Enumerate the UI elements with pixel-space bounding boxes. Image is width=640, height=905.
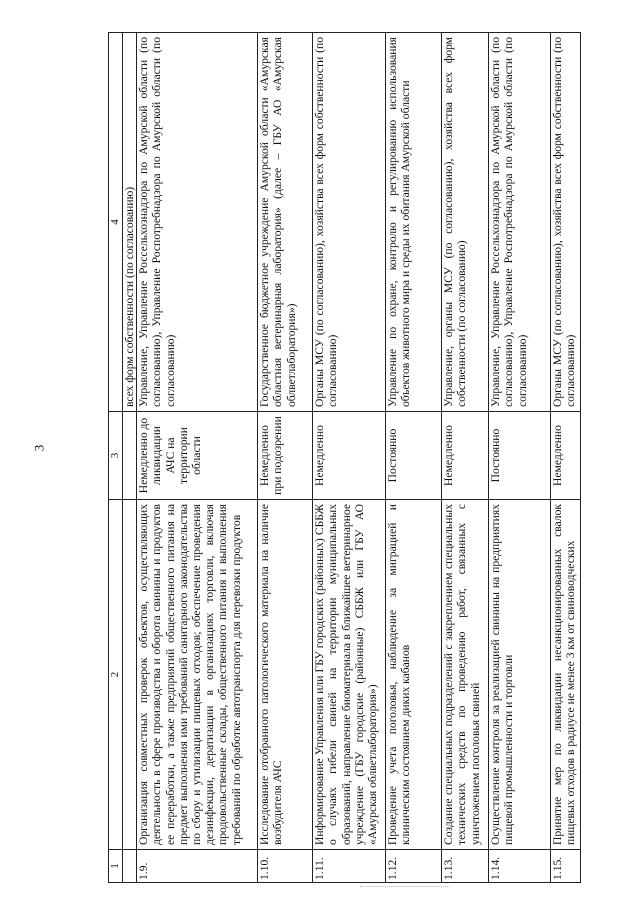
term-cell: Немедленно bbox=[551, 412, 581, 500]
row-number: 1.14. bbox=[489, 850, 551, 883]
row-number: 1.9. bbox=[137, 850, 258, 883]
measure-cell: Принятие мер по ликвидации несанкционированных свалок пищевых отходов в радиусе не менее 3 км от свиноводческих bbox=[551, 500, 581, 850]
continuation-row bbox=[123, 33, 137, 883]
row-number: 1.15. bbox=[551, 850, 581, 883]
table-row bbox=[551, 33, 581, 883]
term-cell: Немедленно bbox=[313, 412, 386, 500]
measures-table bbox=[108, 32, 581, 883]
executors-cell: Государственное бюджетное учреждение Амурской области «Амурская областная ветеринарная лаборатория» (далее – ГБУ АО «Амурская облветлаборатория») bbox=[258, 33, 313, 412]
table-row bbox=[258, 33, 313, 883]
row-number bbox=[123, 850, 137, 883]
measure-cell: Организация совместных проверок объектов, осуществляющих деятельность в сфере производства и оборота свинины и продуктов ее переработки, а также предприятий общественного питания на предмет выполнения ими требований санитарного законодательства по сбору и утилизации пищевых отходов; обеспечение проведения дезинфекции, дератизации в организациях торговли, включая продовольственные склады, общественного питания и выполнения требований по обработке автотранспорта для перевозки продуктов bbox=[137, 500, 258, 850]
term-cell: Постоянно bbox=[489, 412, 551, 500]
row-number: 1.13. bbox=[442, 850, 489, 883]
executors-cell: Управление, Управление Россельхознадзора по Амурской области (по согласованию), Управление Роспотребнадзора по Амурской области (по согласованию) bbox=[137, 33, 258, 412]
header-col-1: 1 bbox=[109, 850, 123, 883]
rotated-table-container bbox=[108, 33, 586, 883]
measure-cell: Осуществление контроля за реализацией свинины на предприятиях пищевой промышленности и торговли bbox=[489, 500, 551, 850]
term-cell: Немедленно до ликвидации АЧС на территории области bbox=[137, 412, 258, 500]
row-number: 1.10. bbox=[258, 850, 313, 883]
executors-cell: Органы МСУ (по согласованию), хозяйства всех форм собственности (по согласованию) bbox=[313, 33, 386, 412]
term-cell: Немедленно при подозрении bbox=[258, 412, 313, 500]
header-col-3: 3 bbox=[109, 412, 123, 500]
table-row bbox=[442, 33, 489, 883]
header-col-4: 4 bbox=[109, 33, 123, 412]
page-number: 3 bbox=[31, 444, 47, 452]
measure-cell: Исследование отобранного патологического материала на наличие возбудителя АЧС bbox=[258, 500, 313, 850]
measure-cell: Создание специальных подразделений с закреплением специальных технических средств по проведению работ, связанных с уничтожением поголовья свиней bbox=[442, 500, 489, 850]
term-cell: Постоянно bbox=[386, 412, 442, 500]
table-row bbox=[313, 33, 386, 883]
measure-cell: Проведение учета поголовья, наблюдение за миграцией и клиническим состоянием диких кабанов bbox=[386, 500, 442, 850]
measure-cell: Информирование Управления или ГБУ городских (районных) СББЖ о случаях гибели свиней на территории муниципальных образований, направление биоматериала в ближайшее ветеринарное учреждение (ГБУ городские (районные) СББЖ или ГБУ АО «Амурская облветлаборатория») bbox=[313, 500, 386, 850]
term-cell: Немедленно bbox=[442, 412, 489, 500]
table-row bbox=[137, 33, 258, 883]
row-number: 1.12. bbox=[386, 850, 442, 883]
executors-cell: Управление, органы МСУ (по согласованию), хозяйства всех форм собственности (по согласованию) bbox=[442, 33, 489, 412]
executors-cell: Управление, Управление Россельхознадзора по Амурской области (по согласованию), Управление Роспотребнадзора по Амурской области (по согласованию) bbox=[489, 33, 551, 412]
header-col-2: 2 bbox=[109, 500, 123, 850]
scan-artifact bbox=[360, 880, 450, 887]
term-cell bbox=[123, 412, 137, 500]
measure-cell bbox=[123, 500, 137, 850]
table-row bbox=[489, 33, 551, 883]
executors-cell: Управление по охране, контролю и регулированию использования объектов животного мира и среды их обитания Амурской области bbox=[386, 33, 442, 412]
row-number: 1.11. bbox=[313, 850, 386, 883]
table-header-row bbox=[109, 33, 123, 883]
table-row bbox=[386, 33, 442, 883]
executors-cell: всех форм собственности (по согласованию) bbox=[123, 33, 137, 412]
executors-cell: Органы МСУ (по согласованию), хозяйства всех форм собственности (по согласованию) bbox=[551, 33, 581, 412]
